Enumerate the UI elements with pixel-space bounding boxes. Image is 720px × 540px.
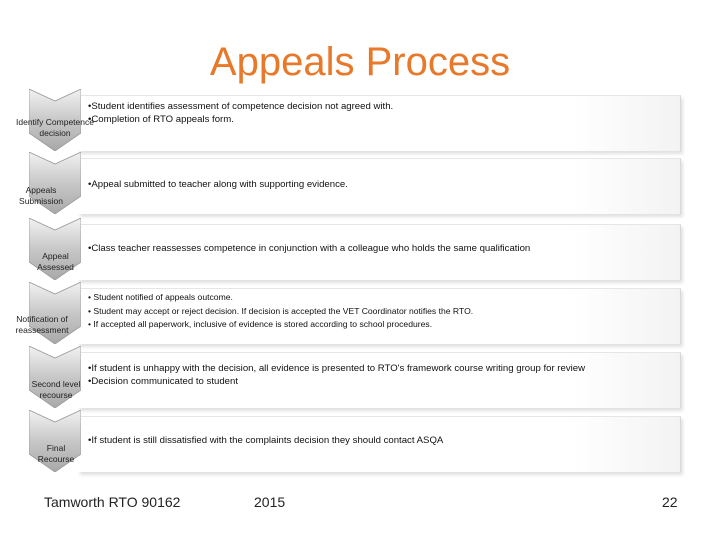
bullet-line: • Student notified of appeals outcome. <box>88 292 233 302</box>
step-description <box>88 291 680 332</box>
step-label: Second level recourse <box>31 379 81 400</box>
process-step-identify <box>0 95 720 151</box>
bullet-line: • If accepted all paperwork, inclusive of evidence is stored according to school procedures. <box>88 319 433 329</box>
step-description <box>88 242 680 255</box>
step-label: Appeal Assessed <box>37 251 74 272</box>
process-step-final <box>0 416 720 472</box>
bullet-line: •If student is unhappy with the decision, all evidence is presented to RTO's framework course writing group for review <box>88 363 586 374</box>
process-step-submission <box>0 158 720 214</box>
step-label: Appeals Submission <box>19 185 63 206</box>
bullet-line: •Student identifies assessment of competence decision not agreed with. <box>88 101 394 112</box>
bullet-line: • Student may accept or reject decision. If decision is accepted the VET Coordinator notifies the RTO. <box>88 305 474 316</box>
bullet-line: •If student is still dissatisfied with the complaints decision they should contact ASQA <box>88 435 444 446</box>
footer-org: Tamworth RTO 90162 <box>44 494 181 510</box>
footer-year: 2015 <box>254 494 286 510</box>
step-label: Notification of reassessment <box>15 314 69 335</box>
process-step-second-level <box>0 352 720 408</box>
page-number: 22 <box>662 494 678 510</box>
bullet-line: •Appeal submitted to teacher along with supporting evidence. <box>88 179 348 190</box>
process-step-notification <box>0 288 720 344</box>
step-description <box>88 100 680 126</box>
step-description <box>88 362 680 388</box>
process-step-assessed <box>0 224 720 280</box>
step-description <box>88 178 680 191</box>
step-label: Final Recourse <box>37 443 75 464</box>
slide-title: Appeals Process <box>209 40 511 84</box>
bullet-line: •Decision communicated to student <box>88 376 239 387</box>
bullet-line: •Completion of RTO appeals form. <box>88 114 234 125</box>
step-description <box>88 434 680 447</box>
bullet-line: •Class teacher reassesses competence in conjunction with a colleague who holds the same qualification <box>88 243 531 254</box>
step-label: Identify Competence decision <box>16 117 94 138</box>
